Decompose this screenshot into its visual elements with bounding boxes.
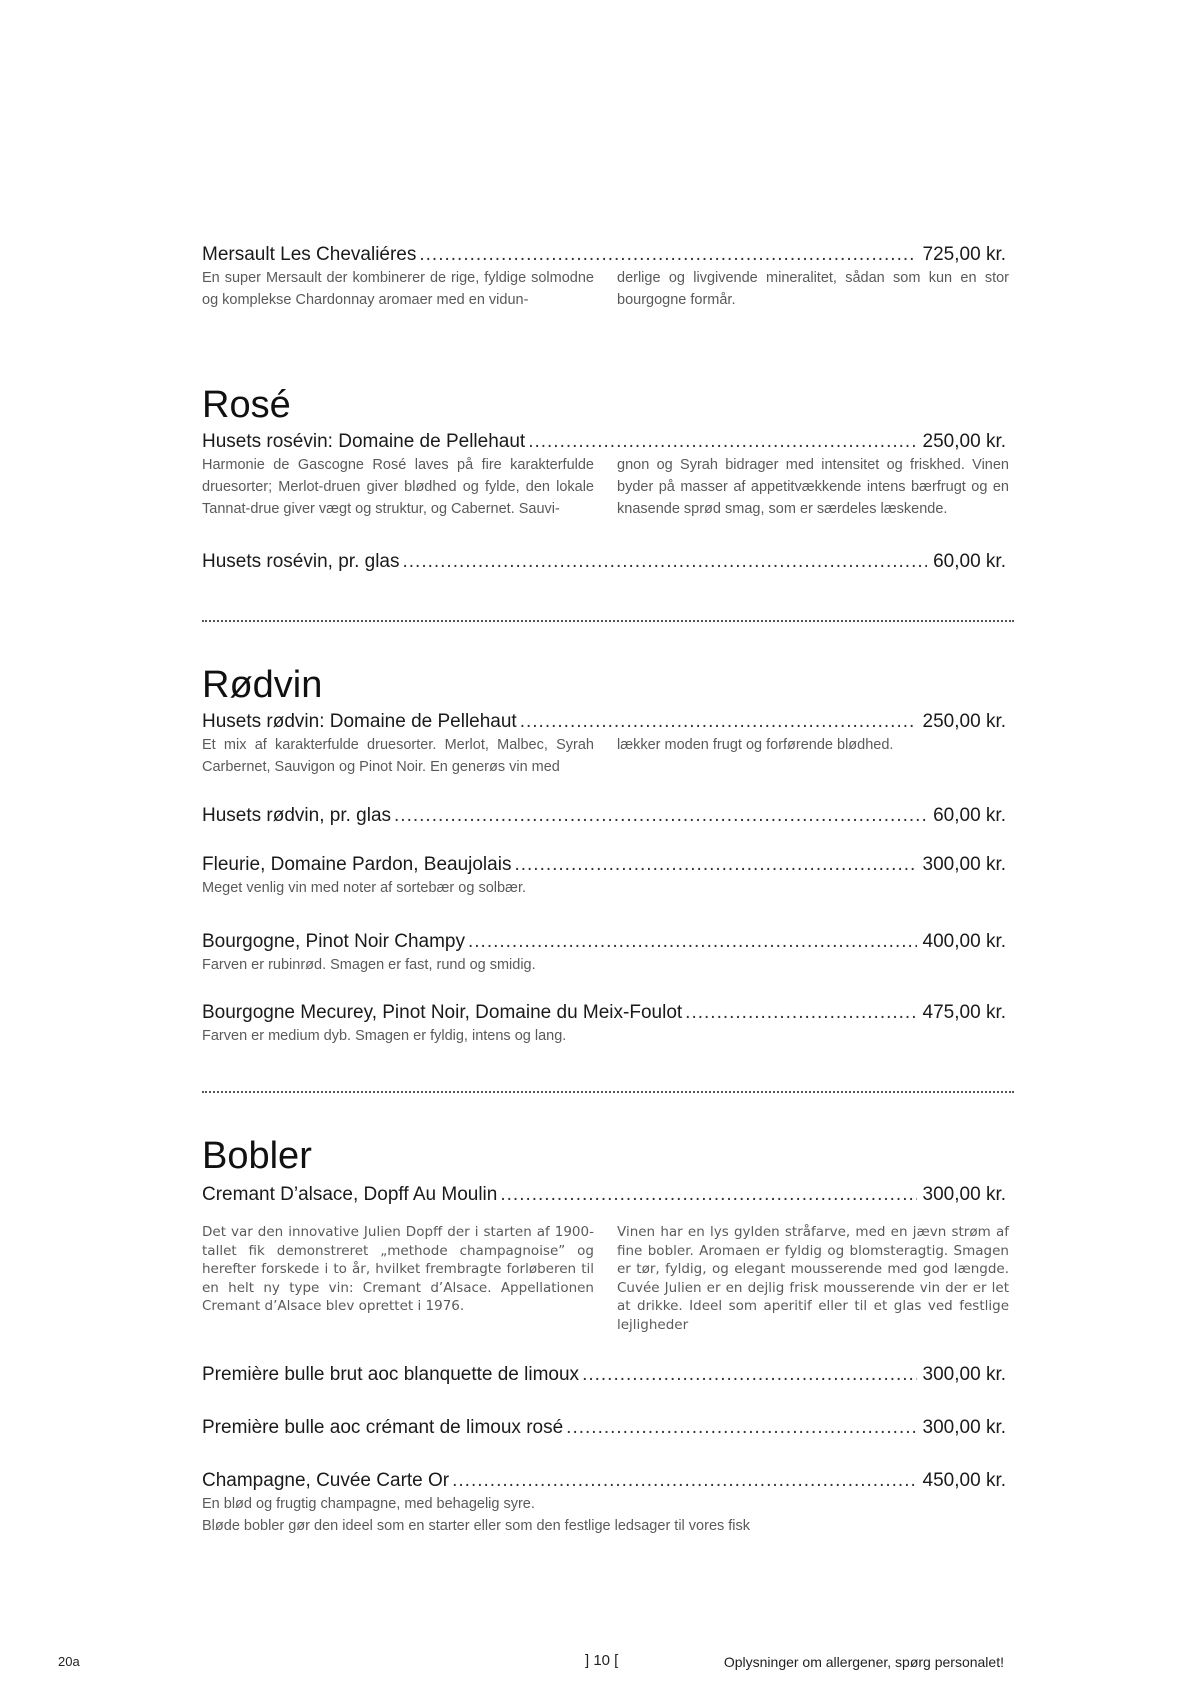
item-description: Farven er rubinrød. Smagen er fast, rund og smidig.: [202, 957, 536, 973]
dot-leader: [514, 853, 916, 877]
item-description: Bløde bobler gør den ideel som en starter eller som den festlige ledsager til vores fisk: [202, 1518, 751, 1534]
item-name: Husets rosévin: Domaine de Pellehaut: [202, 431, 526, 452]
menu-item-bourgogne-champy: [202, 930, 1006, 954]
item-price: 250,00 kr.: [922, 431, 1006, 452]
section-title-rose: Rosé: [202, 384, 291, 426]
item-name: Husets rødvin: Domaine de Pellehaut: [202, 711, 517, 732]
item-description: En blød og frugtig champagne, med behagelig syre.: [202, 1496, 535, 1512]
item-price: 300,00 kr.: [922, 1184, 1006, 1205]
menu-item-premiere-bulle-rose: [202, 1416, 1006, 1440]
menu-item-husets-rodvin-glas: [202, 804, 1006, 828]
menu-item-mersault: [202, 243, 1006, 267]
item-description-left: Det var den innovative Julien Dopff der i starten af 1900-tallet fik demonstreret „methode champagnoise” og herefter forskede i to år, hvilket frembragte forløberen til en helt ny type vin: Cremant d’Alsace. Appellationen Cremant d’Alsace blev oprettet i 1976.: [202, 1224, 594, 1314]
menu-item-fleurie: [202, 853, 1006, 877]
item-name: Mersault Les Chevaliéres: [202, 244, 417, 265]
item-price: 400,00 kr.: [922, 931, 1006, 952]
item-name: Première bulle aoc crémant de limoux rosé: [202, 1417, 564, 1438]
menu-item-husets-rosevin: [202, 430, 1006, 454]
allergen-note: Oplysninger om allergener, spørg personalet!: [723, 1654, 1004, 1670]
item-name: Bourgogne Mecurey, Pinot Noir, Domaine du Meix-Foulot: [202, 1002, 683, 1023]
section-title-rodvin: Rødvin: [202, 664, 323, 706]
dot-leader: [402, 550, 927, 574]
dot-leader: [394, 804, 927, 828]
menu-item-cremant-dalsace: [202, 1183, 1006, 1207]
section-title-bobler: Bobler: [202, 1135, 312, 1177]
item-description-right: lækker moden frugt og forførende blødhed.: [617, 737, 894, 753]
menu-item-bourgogne-mecurey: [202, 1001, 1006, 1025]
item-description-left: En super Mersault der kombinerer de rige, fyldige solmodne og komplekse Chardonnay aromaer med en vidun-: [202, 270, 594, 308]
page-number: ] 10 [: [585, 1652, 619, 1669]
item-price: 300,00 kr.: [922, 854, 1006, 875]
item-name: Première bulle brut aoc blanquette de limoux: [202, 1364, 580, 1385]
item-name: Fleurie, Domaine Pardon, Beaujolais: [202, 854, 512, 875]
dot-leader: [582, 1363, 916, 1387]
dot-leader: [419, 243, 916, 267]
item-price: 725,00 kr.: [922, 244, 1006, 265]
item-name: Husets rosévin, pr. glas: [202, 551, 400, 572]
item-description-left: Harmonie de Gascogne Rosé laves på fire karakterfulde druesorter; Merlot-druen giver blødhed og fylde, den lokale Tannat-drue giver vægt og struktur, og Cabernet. Sauvi-: [202, 457, 594, 517]
item-name: Champagne, Cuvée Carte Or: [202, 1470, 450, 1491]
dot-leader: [685, 1001, 916, 1025]
item-price: 60,00 kr.: [933, 805, 1006, 826]
dot-leader: [528, 430, 916, 454]
menu-item-husets-rosevin-glas: [202, 550, 1006, 574]
footer-code: 20a: [58, 1654, 80, 1669]
dot-leader: [520, 710, 917, 734]
item-price: 300,00 kr.: [922, 1364, 1006, 1385]
item-price: 250,00 kr.: [922, 711, 1006, 732]
section-separator: [202, 620, 1014, 622]
menu-item-husets-rodvin: [202, 710, 1006, 734]
item-name: Bourgogne, Pinot Noir Champy: [202, 931, 465, 952]
item-price: 300,00 kr.: [922, 1417, 1006, 1438]
menu-item-champagne-carte-or: [202, 1469, 1006, 1493]
dot-leader: [500, 1183, 916, 1207]
dot-leader: [452, 1469, 916, 1493]
menu-item-premiere-bulle-brut: [202, 1363, 1006, 1387]
section-separator: [202, 1091, 1014, 1093]
item-name: Cremant D’alsace, Dopff Au Moulin: [202, 1184, 498, 1205]
item-price: 60,00 kr.: [933, 551, 1006, 572]
dot-leader: [468, 930, 917, 954]
item-description: Farven er medium dyb. Smagen er fyldig, intens og lang.: [202, 1028, 567, 1044]
item-description-right: Vinen har en lys gylden stråfarve, med en jævn strøm af fine bobler. Aromaen er fyldig og blomsteragtig. Smagen er tør, fyldig, og elegant mousserende med god længde. Cuvée Julien er en dejlig frisk mousserende vin der er let at drikke. Ideel som aperitif eller til et glas ved festlige lejligheder: [617, 1224, 1009, 1333]
item-name: Husets rødvin, pr. glas: [202, 805, 392, 826]
item-description-right: derlige og livgivende mineralitet, sådan som kun en stor bourgogne formår.: [617, 270, 1009, 308]
dot-leader: [566, 1416, 916, 1440]
item-description-left: Et mix af karakterfulde druesorter. Merlot, Malbec, Syrah Carbernet, Sauvigon og Pinot Noir. En generøs vin med: [202, 737, 594, 775]
item-price: 450,00 kr.: [922, 1470, 1006, 1491]
item-description-right: gnon og Syrah bidrager med intensitet og friskhed. Vinen byder på masser af appetitvækkende intens bærfrugt og en knasende sprød smag, som er særdeles læskende.: [617, 457, 1009, 517]
item-price: 475,00 kr.: [922, 1002, 1006, 1023]
item-description: Meget venlig vin med noter af sortebær og solbær.: [202, 880, 526, 896]
